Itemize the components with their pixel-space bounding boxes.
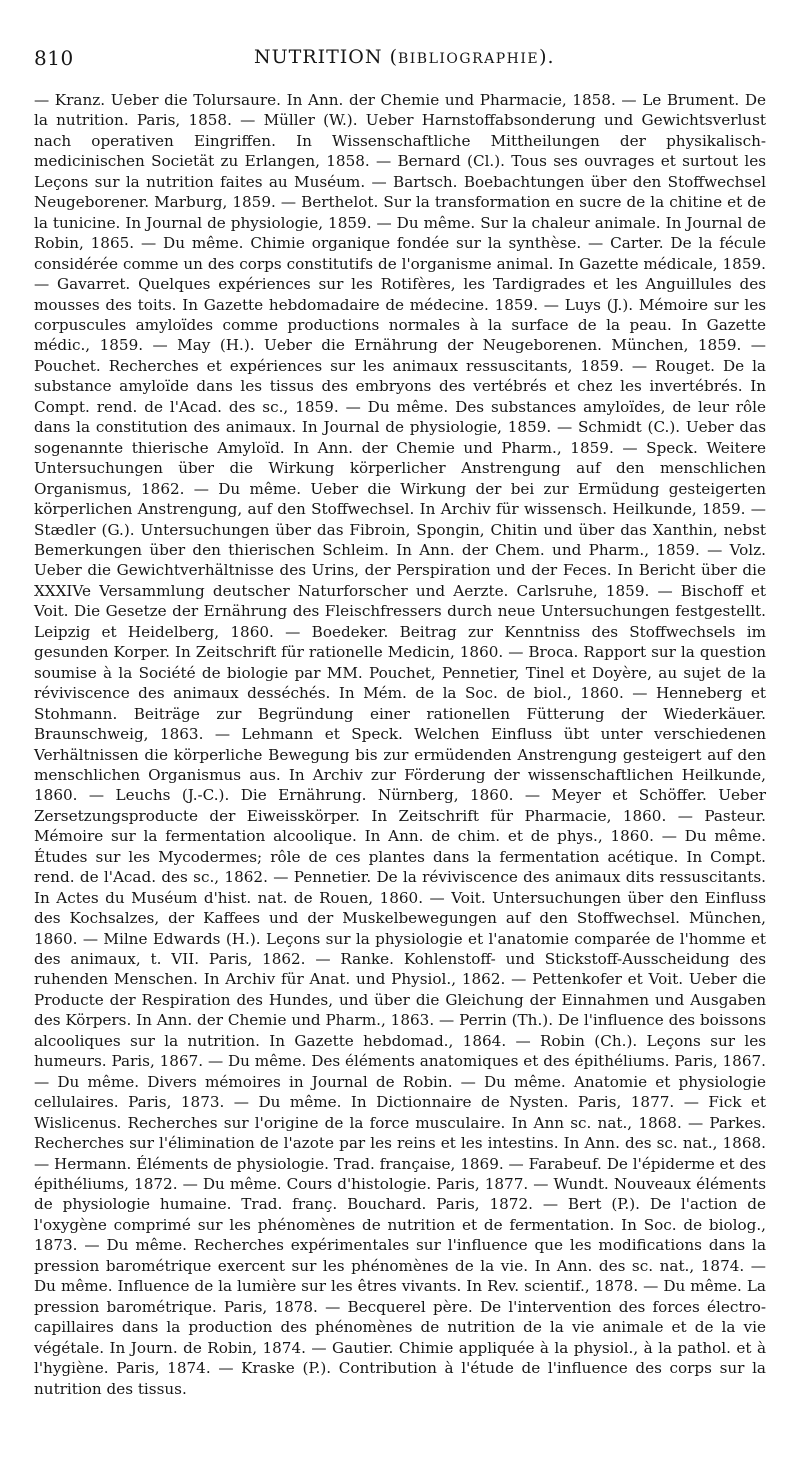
running-head-open-paren: ( <box>389 46 398 68</box>
running-head-subtitle: BIBLIOGRAPHIE <box>397 51 540 67</box>
running-head-close-paren: ). <box>539 46 555 68</box>
running-head <box>254 46 555 68</box>
running-head-title: NUTRITION <box>254 46 383 68</box>
page-header <box>34 40 766 80</box>
bibliography-paragraph: — Kranz. Ueber die Tolursaure. In Ann. der Chemie und Pharmacie, 1858. — Le Brument. De la nutrition. Paris, 1858. — Müller (W.). Ueber Harnstoffabsonderung und Gewichtsverlust nach operativen Eingriffen. In Wissenschaftliche Mittheilungen der physikalisch-medicinischen Societät zu Erlangen, 1858. — Bernard (Cl.). Tous ses ouvrages et surtout les Leçons sur la nutrition faites au Muséum. — Bartsch. Boebachtungen über den Stoffwechsel Neugeborener. Marburg, 1859. — Berthelot. Sur la transformation en sucre de la chitine et de la tunicine. In Journal de physiologie, 1859. — Du même. Sur la chaleur animale. In Journal de Robin, 1865. — Du même. Chimie organique fondée sur la synthèse. — Carter. De la fécule considérée comme un des corps constitutifs de l'organisme animal. In Gazette médicale, 1859. — Gavarret. Quelques expériences sur les Rotifères, les Tardigrades et les Anguillules des mousses des toits. In Gazette hebdomadaire de médecine. 1859. — Luys (J.). Mémoire sur les corpuscules amyloïdes comme productions normales à la surface de la peau. In Gazette médic., 1859. — May (H.). Ueber die Ernährung der Neugeborenen. München, 1859. — Pouchet. Recherches et expériences sur les animaux ressuscitants, 1859. — Rouget. De la substance amyloïde dans les tissus des embryons des vertébrés et chez les invertébrés. In Compt. rend. de l'Acad. des sc., 1859. — Du même. Des substances amyloïdes, de leur rôle dans la constitution des animaux. In Journal de physiologie, 1859. — Schmidt (C.). Ueber das sogenannte thierische Amyloïd. In Ann. der Chemie und Pharm., 1859. — Speck. Weitere Untersuchungen über die Wirkung körperlicher Anstrengung auf den menschlichen Organismus, 1862. — Du même. Ueber die Wirkung der bei zur Ermüdung gesteigerten körperlichen Anstrengung, auf den Stoffwechsel. In Archiv für wissensch. Heilkunde, 1859. — Stædler (G.). Untersuchungen über das Fibroin, Spongin, Chitin und über das Xanthin, nebst Bemerkungen über den thierischen Schleim. In Ann. der Chem. und Pharm., 1859. — Volz. Ueber die Gewichtverhältnisse des Urins, der Perspiration und der Feces. In Bericht über die XXXIVe Versammlung deutscher Naturforscher und Aerzte. Carlsruhe, 1859. — Bischoff et Voit. Die Gesetze der Ernährung des Fleischfressers durch neue Untersuchungen festgestellt. Leipzig et Heidelberg, 1860. — Boedeker. Beitrag zur Kenntniss des Stoffwechsels im gesunden Korper. In Zeitschrift für rationelle Medicin, 1860. — Broca. Rapport sur la question soumise à la Société de biologie par MM. Pouchet, Pennetier, Tinel et Doyère, au sujet de la réviviscence des animaux desséchés. In Mém. de la Soc. de biol., 1860. — Henneberg et Stohmann. Beiträge zur Begründung einer rationellen Fütterung der Wiederkäuer. Braunschweig, 1863. — Lehmann et Speck. Welchen Einfluss übt unter verschiedenen Verhältnissen die körperliche Bewegung bis zur ermüdenden Anstrengung gesteigert auf den menschlichen Organismus aus. In Archiv zur Förderung der wissenschaftlichen Heilkunde, 1860. — Leuchs (J.-C.). Die Ernährung. Nürnberg, 1860. — Meyer et Schöffer. Ueber Zersetzungsproducte der Eiweisskörper. In Zeitschrift für Pharmacie, 1860. — Pasteur. Mémoire sur la fermentation alcoolique. In Ann. de chim. et de phys., 1860. — Du même. Études sur les Mycodermes; rôle de ces plantes dans la fermentation acétique. In Compt. rend. de l'Acad. des sc., 1862. — Pennetier. De la réviviscence des animaux dits ressuscitants. In Actes du Muséum d'hist. nat. de Rouen, 1860. — Voit. Untersuchungen über den Einfluss des Kochsalzes, der Kaffees und der Muskelbewegungen auf den Stoffwechsel. München, 1860. — Milne Edwards (H.). Leçons sur la physiologie et l'anatomie comparée de l'homme et des animaux, t. VII. Paris, 1862. — Ranke. Kohlenstoff- und Stickstoff-Ausscheidung des ruhenden Menschen. In Archiv für Anat. und Physiol., 1862. — Pettenkofer et Voit. Ueber die Producte der Respiration des Hundes, und über die Gleichung der Einnahmen und Ausgaben des Körpers. In Ann. der Chemie und Pharm., 1863. — Perrin (Th.). De l'influence des boissons alcooliques sur la nutrition. In Gazette hebdomad., 1864. — Robin (Ch.). Leçons sur les humeurs. Paris, 1867. — Du même. Des éléments anatomiques et des épithéliums. Paris, 1867. — Du même. Divers mémoires in Journal de Robin. — Du même. Anatomie et physiologie cellulaires. Paris, 1873. — Du même. In Dictionnaire de Nysten. Paris, 1877. — Fick et Wislicenus. Recherches sur l'origine de la force musculaire. In Ann sc. nat., 1868. — Parkes. Recherches sur l'élimination de l'azote par les reins et les intestins. In Ann. des sc. nat., 1868. — Hermann. Éléments de physiologie. Trad. française, 1869. — Farabeuf. De l'épiderme et des épithéliums, 1872. — Du même. Cours d'histologie. Paris, 1877. — Wundt. Nouveaux éléments de physiologie humaine. Trad. franç. Bouchard. Paris, 1872. — Bert (P.). De l'action de l'oxygène comprimé sur les phénomènes de nutrition et de fermentation. In Soc. de biolog., 1873. — Du même. Recherches expérimentales sur l'influence que les modifications dans la pression barométrique exercent sur les phénomènes de la vie. In Ann. des sc. nat., 1874. — Du même. Influence de la lumière sur les êtres vivants. In Rev. scientif., 1878. — Du même. La pression barométrique. Paris, 1878. — Becquerel père. De l'intervention des forces électro-capillaires dans la production des phénomènes de nutrition de la vie animale et de la vie végétale. In Journ. de Robin, 1874. — Gautier. Chimie appliquée à la physiol., à la pathol. et à l'hygiène. Paris, 1874. — Kraske (P.). Contribution à l'étude de l'influence des corps sur la nutrition des tissus. <box>34 91 766 1398</box>
page-number: 810 <box>34 46 74 70</box>
bibliography-body <box>34 90 766 1399</box>
